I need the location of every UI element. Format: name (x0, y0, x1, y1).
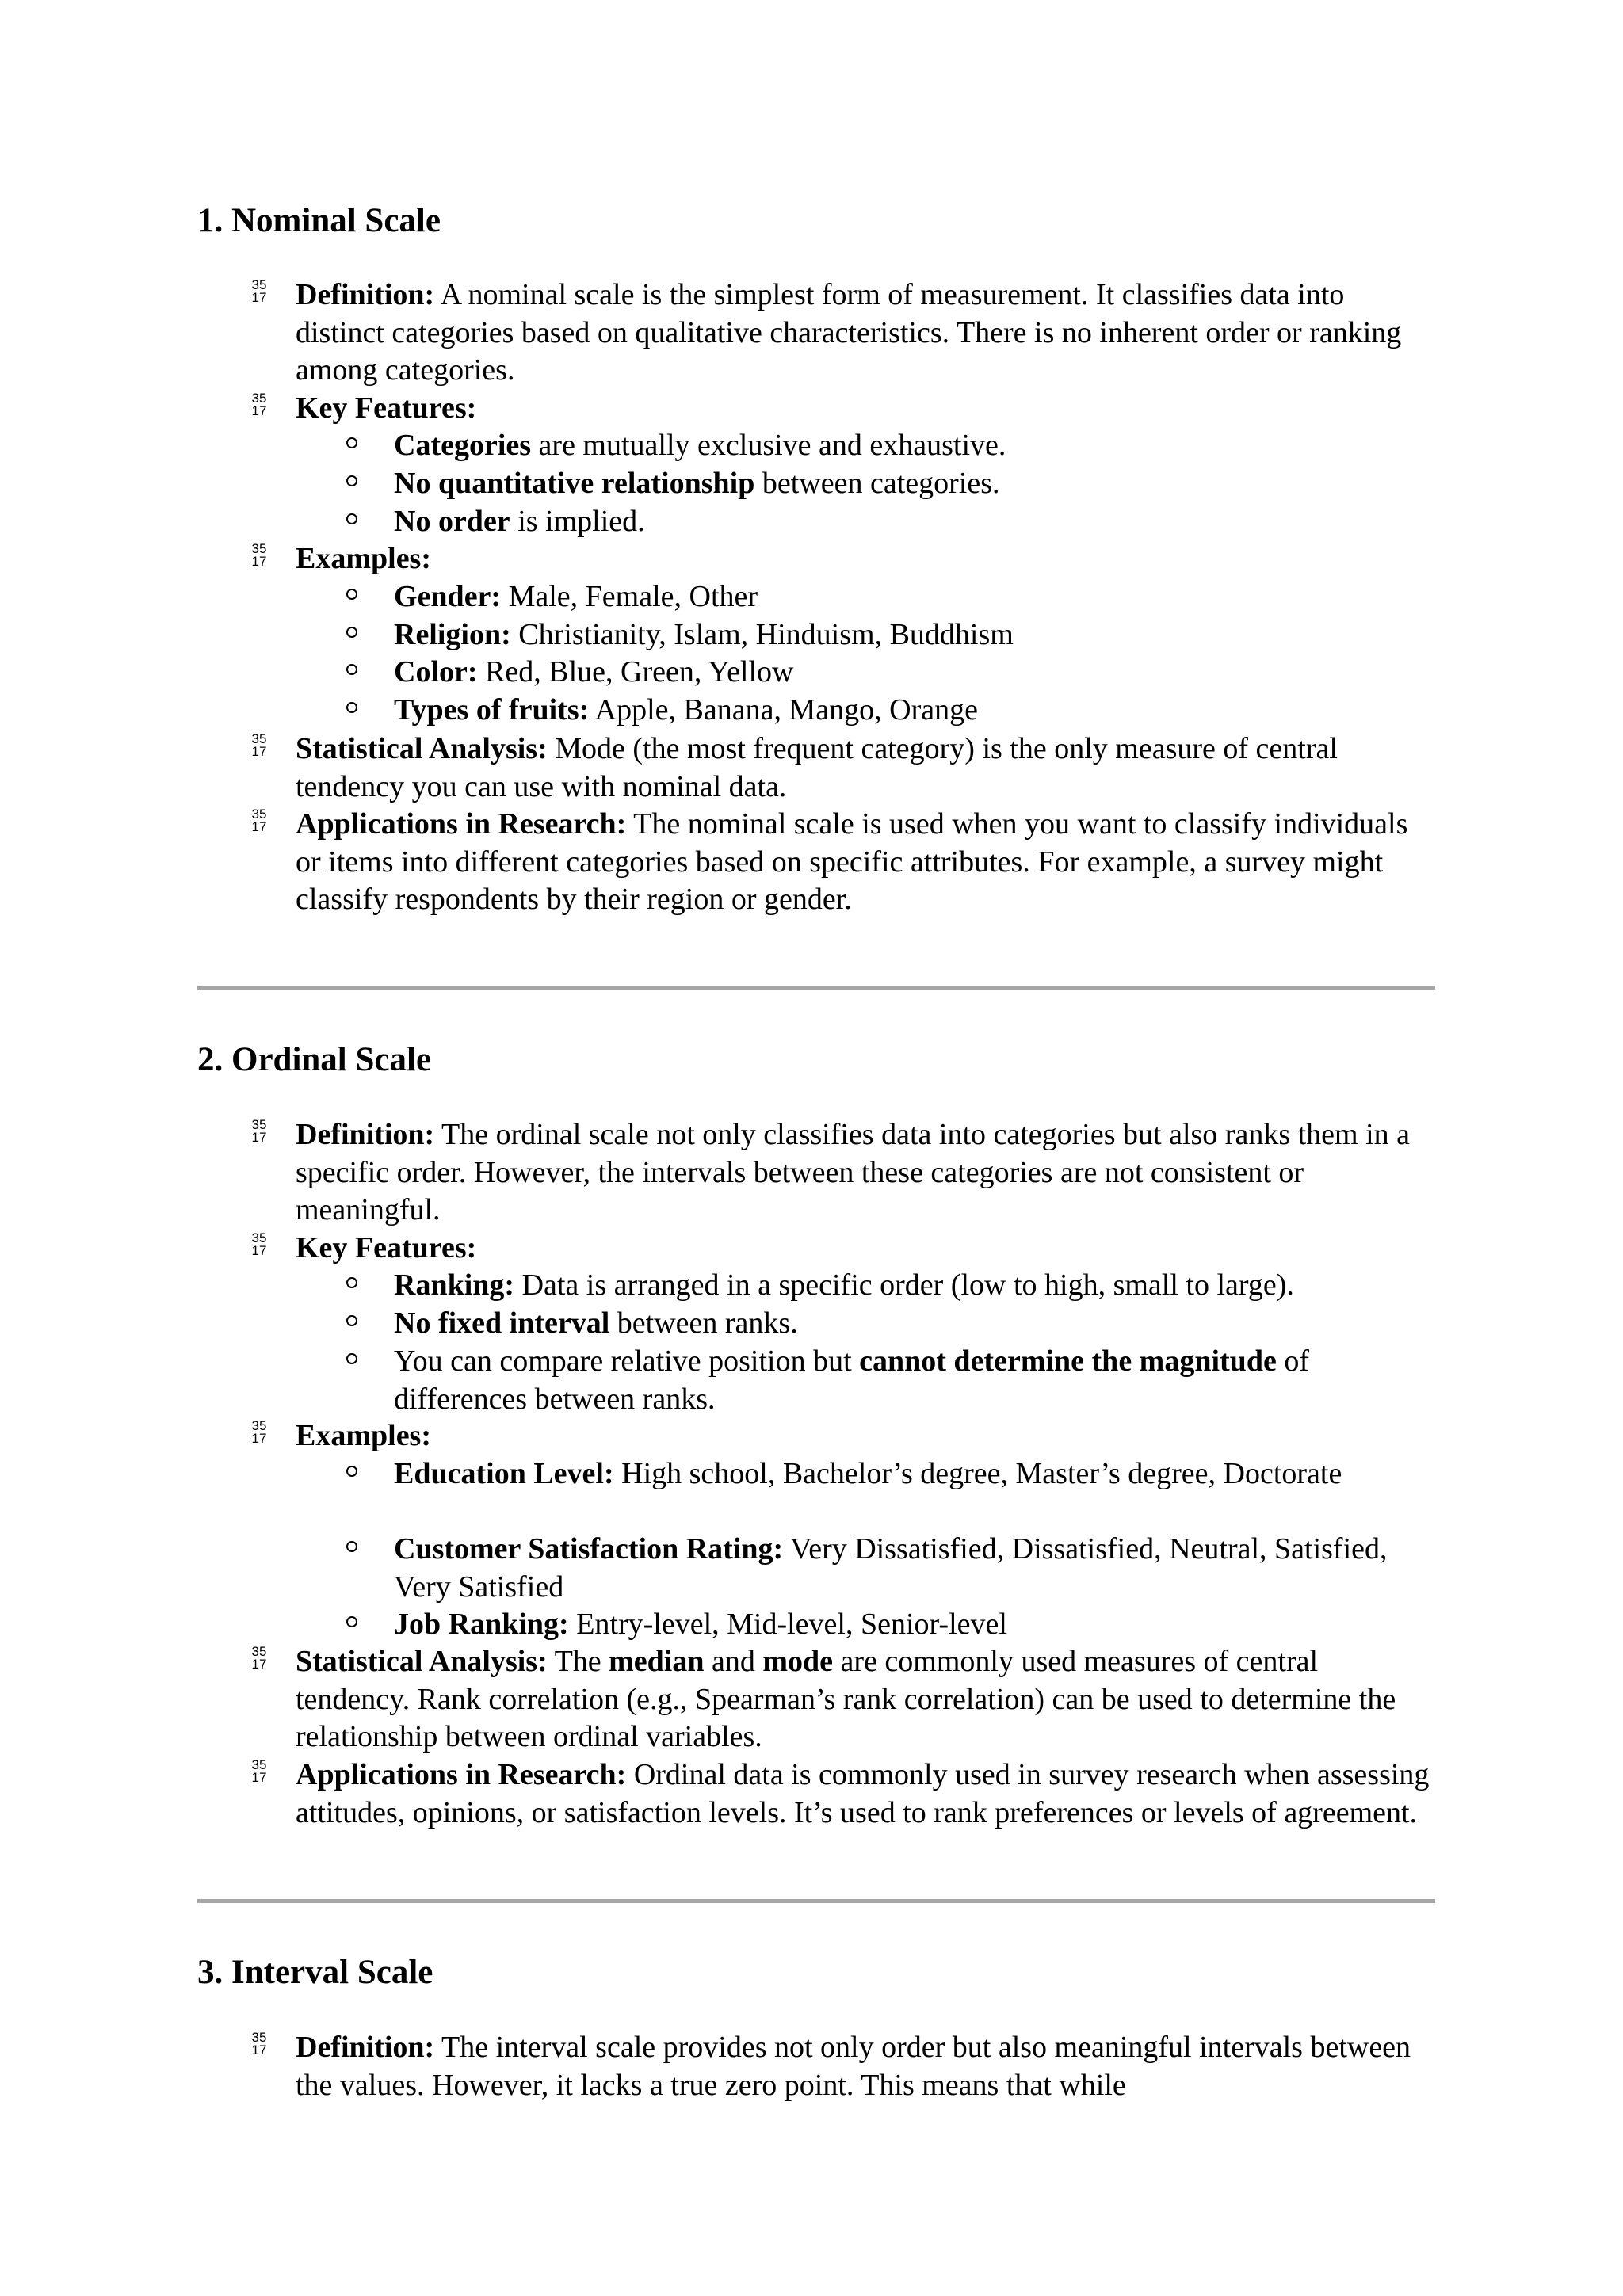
examples-item: Examples: (296, 1419, 431, 1452)
example-item: Religion: Christianity, Islam, Hinduism, Buddhism (394, 618, 1014, 651)
bullet-icon: 35 17 (251, 1117, 267, 1145)
bullet-icon: 35 17 (251, 1230, 267, 1258)
bullet-icon: 35 17 (251, 731, 267, 759)
circle-bullet-icon (346, 1353, 357, 1364)
section-divider (197, 1899, 1435, 1903)
definition-item: Definition: The ordinal scale not only classifies data into categories but also ranks them in a specific order. However, the intervals between these categories are not consistent or meaningful. (296, 1118, 1411, 1226)
bullet-icon: 35 17 (251, 1644, 267, 1672)
feature-item: No fixed interval between ranks. (394, 1306, 798, 1340)
example-item: Education Level: High school, Bachelor’s degree, Master’s degree, Doctorate (394, 1457, 1342, 1490)
bullet-icon: 35 17 (251, 2030, 267, 2058)
circle-bullet-icon (346, 1541, 357, 1552)
circle-bullet-icon (346, 513, 357, 524)
key-features-item: Key Features: (296, 391, 477, 425)
feature-item: No order is implied. (394, 505, 645, 538)
circle-bullet-icon (346, 475, 357, 486)
example-item: Customer Satisfaction Rating: Very Dissatisfied, Dissatisfied, Neutral, Satisfied, Very Satisfied (394, 1532, 1388, 1604)
circle-bullet-icon (346, 627, 357, 638)
key-features-item: Key Features: (296, 1231, 477, 1264)
feature-item: You can compare relative position but cannot determine the magnitude of differences between ranks. (394, 1344, 1309, 1416)
example-item: Gender: Male, Female, Other (394, 580, 758, 613)
example-item: Job Ranking: Entry-level, Mid-level, Senior-level (394, 1608, 1007, 1641)
statistical-analysis-item: Statistical Analysis: Mode (the most frequent category) is the only measure of central tendency you can use with nominal data. (296, 732, 1338, 803)
circle-bullet-icon (346, 702, 357, 713)
definition-item: Definition: The interval scale provides not only order but also meaningful intervals between the values. However, it lacks a true zero point. This means that while (296, 2031, 1411, 2102)
section-divider (197, 986, 1435, 990)
bullet-icon: 35 17 (251, 807, 267, 834)
bullet-icon: 35 17 (251, 541, 267, 569)
circle-bullet-icon (346, 1315, 357, 1326)
section-heading-ordinal: 2. Ordinal Scale (197, 1041, 432, 1078)
circle-bullet-icon (346, 1616, 357, 1627)
bullet-icon: 35 17 (251, 391, 267, 418)
applications-item: Applications in Research: The nominal scale is used when you want to classify individuals or items into different categories based on specific attributes. For example, a survey might classify respondents by their region or gender. (296, 807, 1408, 916)
feature-item: No quantitative relationship between categories. (394, 467, 1000, 500)
circle-bullet-icon (346, 589, 357, 600)
circle-bullet-icon (346, 1277, 357, 1288)
section-heading-interval: 3. Interval Scale (197, 1954, 433, 1991)
example-item: Types of fruits: Apple, Banana, Mango, Orange (394, 693, 978, 727)
definition-item: Definition: A nominal scale is the simplest form of measurement. It classifies data into distinct categories based on qualitative characteristics. There is no inherent order or ranking among categories. (296, 278, 1402, 387)
circle-bullet-icon (346, 437, 357, 448)
bullet-icon: 35 17 (251, 1418, 267, 1446)
statistical-analysis-item: Statistical Analysis: The median and mode are commonly used measures of central tendency. Rank correlation (e.g., Spearman’s rank correlation) can be used to determine the relationship between ordinal variables. (296, 1645, 1396, 1753)
applications-item: Applications in Research: Ordinal data is commonly used in survey research when assessing attitudes, opinions, or satisfaction levels. It’s used to rank preferences or levels of agreement. (296, 1758, 1430, 1829)
circle-bullet-icon (346, 1466, 357, 1477)
circle-bullet-icon (346, 664, 357, 675)
bullet-icon: 35 17 (251, 1757, 267, 1785)
example-item: Color: Red, Blue, Green, Yellow (394, 655, 794, 688)
feature-item: Categories are mutually exclusive and exhaustive. (394, 429, 1006, 462)
examples-item: Examples: (296, 542, 431, 575)
section-heading-nominal: 1. Nominal Scale (197, 202, 441, 239)
feature-item: Ranking: Data is arranged in a specific order (low to high, small to large). (394, 1268, 1294, 1302)
bullet-icon: 35 17 (251, 277, 267, 305)
